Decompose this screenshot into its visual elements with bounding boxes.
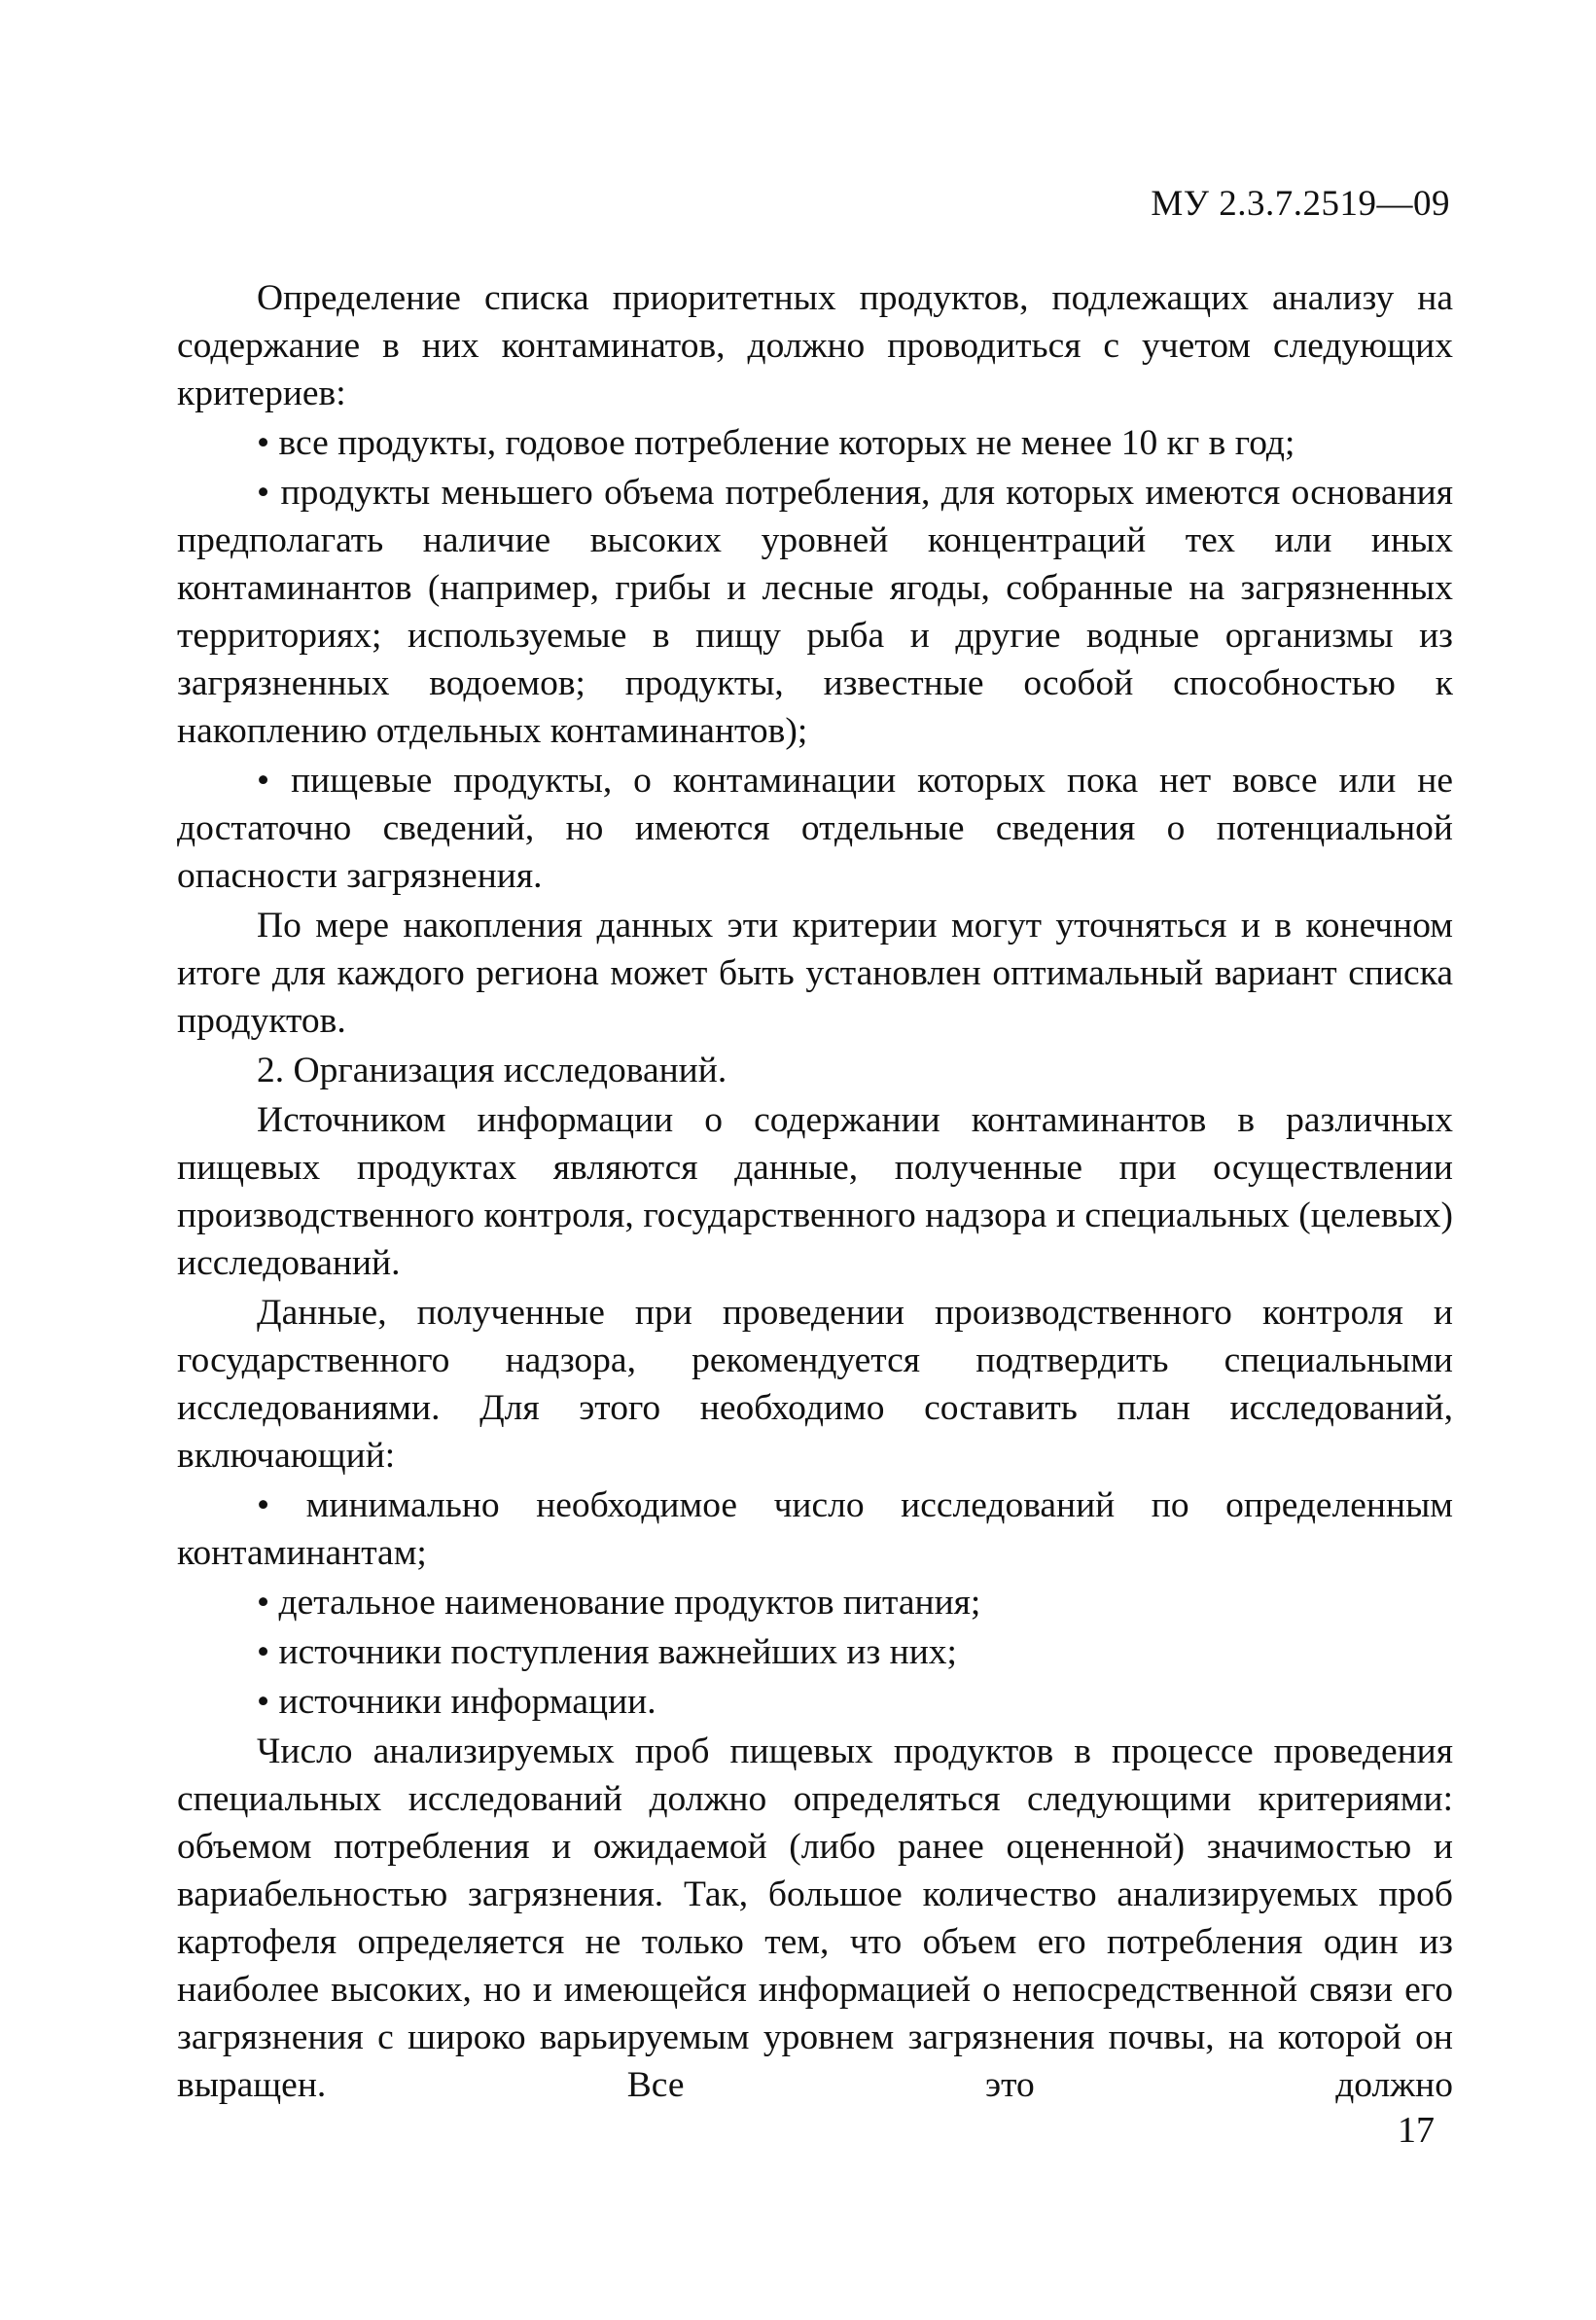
list-item-plan-1: • минимально необходимое число исследований по определенным контаминантам; xyxy=(177,1485,1453,1573)
page-body xyxy=(177,274,1453,2111)
list-item-criterion-3: • пищевые продукты, о контаминации которых пока нет вовсе или не достаточно сведений, но имеются отдельные сведения о потенциальной опасности загрязнения. xyxy=(177,761,1453,896)
section-heading-research-organization: 2. Организация исследований. xyxy=(257,1051,727,1090)
list-item-plan-2: • детальное наименование продуктов питания; xyxy=(257,1583,981,1623)
paragraph-intro: Определение списка приоритетных продуктов, подлежащих анализу на содержание в них контаминатов, должно проводиться с учетом следующих критериев: xyxy=(177,278,1453,413)
list-item-criterion-2: • продукты меньшего объема потребления, для которых имеются основания предполагать наличие высоких уровней концентраций тех или иных контаминантов (например, грибы и лесные ягоды, собранные на загрязненных территориях; используемые в пищу рыба и другие водные организмы из загрязненных водоемов; продукты, известные особой способностью к накоплению отдельных контаминантов); xyxy=(177,473,1453,751)
list-item-plan-4: • источники информации. xyxy=(257,1682,656,1722)
document-code: МУ 2.3.7.2519—09 xyxy=(1151,184,1450,224)
paragraph-information-source: Источником информации о содержании контаминантов в различных пищевых продуктах являются данные, полученные при осуществлении производственного контроля, государственного надзора и специальных (целевых) исследований. xyxy=(177,1100,1453,1283)
paragraph-sample-count: Число анализируемых проб пищевых продуктов в процессе проведения специальных исследований должно определяться следующими критериями: объемом потребления и ожидаемой (либо ранее оцененной) значимостью и вариабельностью загрязнения. Так, большое количество анализируемых проб картофеля определяется не только тем, что объем его потребления один из наиболее высоких, но и имеющейся информацией о непосредственной связи его загрязнения с широко варьируемым уровнем загрязнения почвы, на которой он выращен. Все это должно xyxy=(177,1731,1453,2105)
paragraph-research-plan: Данные, полученные при проведении производственного контроля и государственного надзора, рекомендуется подтвердить специальными исследованиями. Для этого необходимо составить план исследований, включающий: xyxy=(177,1293,1453,1476)
list-item-criterion-1: • все продукты, годовое потребление которых не менее 10 кг в год; xyxy=(257,423,1295,463)
page-number: 17 xyxy=(1398,2110,1435,2151)
paragraph-criteria-refinement: По мере накопления данных эти критерии могут уточняться и в конечном итоге для каждого региона может быть установлен оптимальный вариант списка продуктов. xyxy=(177,906,1453,1041)
list-item-plan-3: • источники поступления важнейших из них; xyxy=(257,1632,957,1672)
